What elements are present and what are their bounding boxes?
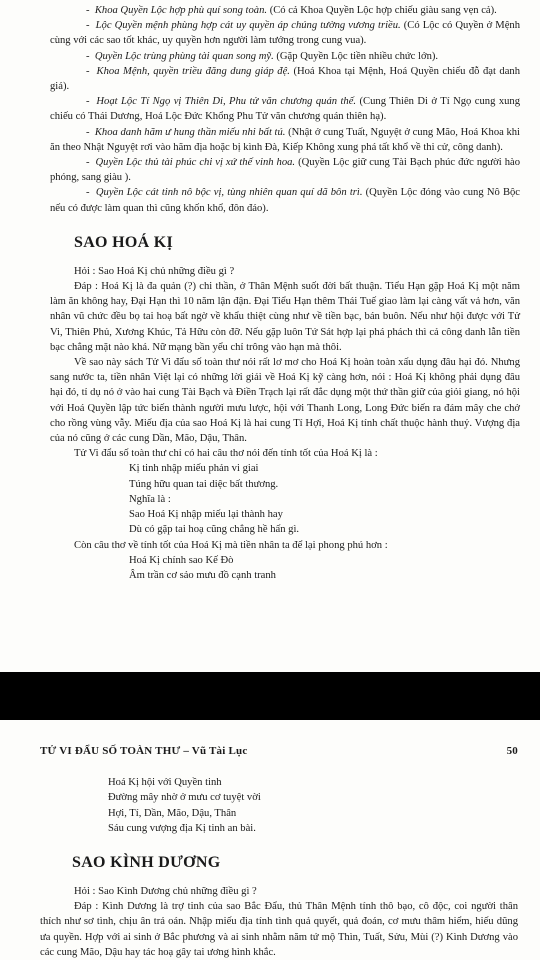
top-bullet-list [50,3,520,216]
bullet-explanation: (Gặp Quyền Lộc tiền nhiều chức lớn). [273,50,439,62]
bullet-explanation: (Có Lộc có Quyền ở Mệnh cùng với các sao tốt khác, uy quyền hơn người làm tướng trong cung vua). [50,20,520,47]
bullet-item [50,18,520,48]
bullet-explanation: (Hoá Khoa tại Mệnh, Hoá Quyền chiếu đỗ đạt danh giá). [50,65,521,93]
verse1-line1: Kị tinh nhập miếu phản vi giai [129,463,259,475]
paragraph-hoa-ki-2: Về sao này sách Tử Vi đẩu số toàn thư nói rất lơ mơ cho Hoá Kị hoàn toàn xấu dụng đâu hại đó. Nhưng sang nước ta, tiền nhân Việt lại có những lời giải về Hoá Kị kỹ càng hơn, nói : Hoá Kị không phải dụng đâu hại đó, tỉ dụ nó ở vào hai cung Tài Bạch và Điền Trạch lại rất đắc dụng một thứ thần giữ của giỏi giang, nó hội với Hoá Quyền lập tức biến thành người mưu lược, hội với Thanh Long, Long Đức biến ra đám mây che chở cho rồng vùng vẫy. Miếu địa của sao Hoá Kị là hai cung Tí Hợi, Hoá Kị tính chất thuộc hành thuỷ. Vượng địa của nó cũng ở các cung Dần, Mão, Dậu, Thân. [50,357,520,445]
page-50 [0,720,540,960]
bullet-dash: - [86,65,90,77]
section-title-hoa-ki: SAO HOÁ KỊ [74,233,174,251]
bullet-item [50,3,520,18]
bullet-quote: Quyền Lộc thủ tài phúc chi vị xứ thế vinh hoa. [95,157,296,169]
nghia-la-label: Nghĩa là : [129,493,171,505]
verse4-line3: Hợi, Tí, Dần, Mão, Dậu, Thân [108,807,237,819]
bullet-quote: Lộc Quyền mệnh phùng hợp cát uy quyền áp chúng tường vương triều. [95,20,401,32]
question-hoa-ki: Hỏi : Sao Hoá Kị chủ những điều gì ? [74,265,235,277]
running-header [40,744,518,759]
page2-text-column [40,744,518,960]
section-title-kinh-duong: SAO KÌNH DƯƠNG [72,854,221,872]
verse4-line1: Hoá Kị hội với Quyền tinh [108,777,222,789]
bullet-dash: - [86,20,90,32]
bullet-explanation: (Nhật ở cung Tuất, Nguyệt ở cung Mão, Hoá Khoa khi ăn theo Nhật Nguyệt rơi vào hãm địa hoặc bị kình Đà, Kiếp Không xung phá tất khổ về thi cử, công danh). [50,126,521,153]
bullet-quote: Quyền Lộc trùng phùng tài quan song mỹ. [94,50,274,62]
verse4-line2: Đường mây nhờ ở mưu cơ tuyệt vời [108,792,261,804]
verse2-line1: Sao Hoá Kị nhập miếu lại thành hay [129,509,283,521]
bullet-explanation: (Quyền Lộc đóng vào cung Nô Bộc nếu có được làm quan thì cũng khốn khổ, đôn đáo). [50,187,521,214]
answer-kinh-duong: Đáp : Kình Dương là trợ tinh của sao Bắc Đẩu, thủ Thân Mệnh tính thô bạo, cô độc, coi người thân thích như sơ tình, chịu ân trả oán. Nhập miếu địa tính tình quả quyết, quả đoán, cơ mưu thâm hiểm, hiếu dũng ưa quyền. Hợp với ai sinh ở Bắc phương và ai sinh nhằm năm tứ mộ Thìn, Tuất, Sửu, Mùi (?) Kình Dương vào các cung Mão, Dậu hay tác hoạ gây tai ương hình khắc. [40,901,518,958]
bullet-explanation: (Quyền Lộc giữ cung Tài Bạch phúc đức người hào phóng, sang giàu ). [50,157,521,184]
verse3-line2: Âm trần cơ sảo mưu đồ cạnh tranh [129,569,276,581]
bullet-dash: - [86,126,90,138]
bullet-dash: - [86,5,90,16]
bullet-quote: Hoạt Lộc Tí Ngọ vị Thiên Di, Phu tử văn chương quán thế. [96,96,357,108]
verse2-line2: Dù có gặp tai hoạ cũng chẳng hề hấn gì. [129,524,300,536]
bullet-item [50,64,520,94]
page1-text-column [50,3,520,583]
question-kinh-duong: Hỏi : Sao Kình Dương chủ những điều gì ? [74,886,257,898]
bullet-explanation: (Có cả Khoa Quyền Lộc hợp chiếu giàu sang vẹn cả). [267,5,497,16]
bullet-item [50,155,520,185]
verse4-line4: Sáu cung vượng địa Kị tinh an bài. [108,822,256,834]
bullet-quote: Quyền Lộc cát tinh nô bộc vị, tùng nhiên quan quí dã bôn trì. [95,187,363,199]
bullet-item [50,125,520,155]
paragraph-hoa-ki-3: Tử Vi đẩu số toàn thư chỉ có hai câu thơ nói đến tính tốt của Hoá Kị là : [74,448,378,460]
paragraph-hoa-ki-4: Còn câu thơ về tính tốt của Hoá Kị mà tiền nhân ta để lại phong phú hơn : [74,539,388,551]
bullet-dash: - [86,187,90,199]
running-title: TỬ VI ĐẨU SỐ TOÀN THƯ – Vũ Tài Lục [40,745,248,757]
bullet-explanation: (Cung Thiên Di ở Tí Ngọ cung xung chiếu có Thái Dương, Hoá Lộc Đức Khổng Phu Tử văn chương quán thiên hạ). [50,96,521,123]
bullet-item [50,49,520,64]
bullet-item [50,185,520,215]
verse3-line1: Hoá Kị chính sao Kế Đò [129,554,234,566]
bullet-dash: - [86,50,90,62]
bullet-item [50,94,520,124]
bullet-quote: Khoa Mệnh, quyền triều đăng dung giáp đệ. [96,65,290,77]
page-number: 50 [506,745,518,757]
answer-hoa-ki: Đáp : Hoá Kị là đa quản (?) chi thần, ở Thân Mệnh suốt đời bất thuận. Tiểu Hạn gặp Hoá Kị một năm làm ăn không hay, Đại Hạn thì 10 năm lận đận. Đại Tiểu Hạn thêm Thái Tuế giao làm lại càng vất vả hơn, văn nhân vũ chức đều bọ tai hoạ bất ngờ về khẩu thiệt cùng như về tiền bạc, bán buôn. Nếu như hội được với Tử Vi, Thiên Phủ, Xương Khúc, Tả Hữu còn đỡ. Nếu gặp luôn Tứ Sát hợp lại phá phách thì cả công danh lẫn tiền bạc chẳng mặt nào khá. Nữ mạng bần yểu chỉ trông vào hạn mà thôi. [50,281,520,353]
bullet-quote: Khoa Quyền Lộc hợp phù quí song toàn. [94,5,268,16]
verse1-line2: Túng hữu quan tai diệc bất thương. [129,478,279,490]
page-separator [0,672,540,720]
bullet-dash: - [86,96,90,108]
bullet-dash: - [86,157,90,169]
bullet-quote: Khoa danh hãm ư hung thần miếu nhi bất tú. [94,126,286,138]
